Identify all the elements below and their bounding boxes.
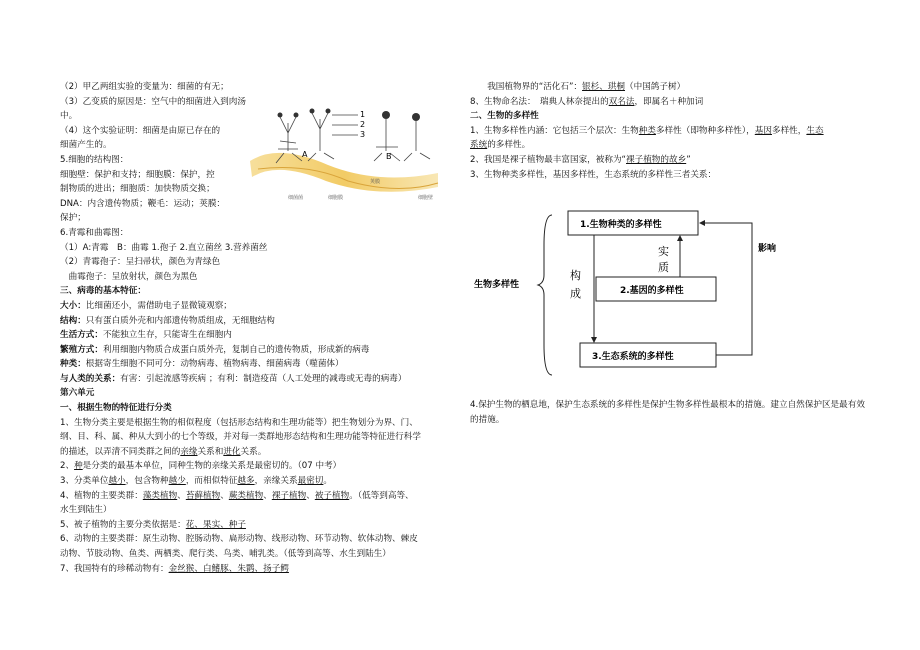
fig-label-b: B	[386, 152, 392, 161]
text-line: （2）青霉孢子：呈扫帚状，颜色为青绿色	[60, 257, 221, 268]
text-line: 动物、节肢动物、鱼类、两栖类、爬行类、鸟类、哺乳类。（低等到高等、水生到陆生）	[60, 549, 391, 559]
text-line: （4）这个实验证明：细菌是由原已存在的	[60, 125, 221, 136]
influence-label: 影响	[758, 244, 777, 254]
text-line: 细胞壁：保护和支持；细胞膜：保护，控	[60, 169, 215, 180]
right-column	[470, 80, 870, 182]
fig-caption: 细胞膜	[328, 195, 344, 201]
diagram-root-label: 生物多样性	[474, 280, 520, 290]
text-line: 3、生物种类多样性，基因多样性，生态系统的多样性三者关系：	[470, 169, 717, 180]
brace	[538, 215, 552, 375]
virus-relation: 与人类的关系：有害：引起流感等疾病 ；有利：制造疫苗（人工处理的减毒或无毒的病毒）	[60, 373, 407, 384]
text-line: （3）乙变质的原因是：空气中的细菌进入到肉汤	[60, 96, 246, 107]
text-line: 7、我国特有的珍稀动物有：金丝猴、白鳍豚、朱鹮、扬子鳄	[60, 563, 289, 574]
biodiversity-diagram	[470, 205, 790, 390]
text-line: 4、植物的主要类群：藻类植物、苔藓植物、蕨类植物、裸子植物、被子植物。（低等到高等、	[60, 490, 414, 501]
text-line: 2、我国是裸子植物最丰富国家，被称为“裸子植物的故乡”	[470, 154, 691, 165]
text-line: （1）A:青霉 B：曲霉 1.孢子 2.直立菌丝 3.营养菌丝	[60, 242, 268, 253]
text-line: 系统的多样性。	[470, 140, 531, 151]
virus-reproduction: 繁殖方式：利用细胞内物质合成蛋白质外壳，复制自己的遗传物质，形成新的病毒	[60, 344, 370, 355]
text-line: 水生到陆生）	[60, 505, 112, 516]
virus-structure: 结构：只有蛋白质外壳和内部遗传物质组成，无细胞结构	[60, 315, 275, 326]
box-label: 3.生态系统的多样性	[592, 352, 674, 362]
text-line: 纲、目、科、属、种从大到小的七个等级，并对每一类群地形态结构和生理功能等特征进行科学	[60, 432, 421, 443]
virus-types: 种类：根据寄生细胞不同可分：动物病毒、植物病毒、细菌病毒（噬菌体）	[60, 359, 344, 370]
virus-size: 大小：比细菌还小，需借助电子显微镜观察；	[60, 300, 232, 311]
text-line: 3、分类单位越小，包含物种越少，而相似特征越多，亲缘关系最密切。	[60, 476, 332, 487]
fig-label-3: 3	[360, 130, 366, 139]
virus-lifestyle: 生活方式：不能独立生存，只能寄生在细胞内	[60, 330, 232, 341]
text-line: 细菌产生的。	[60, 140, 112, 151]
constitute-char: 成	[570, 287, 581, 300]
unit-title: 第六单元	[60, 388, 95, 399]
text-line: 5.细胞的结构图：	[60, 154, 129, 165]
text-line: 的描述，以弄清不同类群之间的亲缘关系和进化关系。	[60, 446, 267, 457]
text-line: 8、生物命名法： 瑞典人林奈提出的双名法，即属名＋种加词	[470, 96, 704, 107]
text-line: （2）甲乙两组实验的变量为：细菌的有无；	[60, 82, 229, 92]
fig-caption: 细菌菌	[288, 195, 304, 201]
text-line: 我国植物界的“活化石”：银杉、珙桐（中国鸽子树）	[470, 82, 686, 92]
fig-label-1: 1	[360, 110, 366, 119]
fig-label-2: 2	[360, 120, 366, 129]
constitute-char: 构	[570, 269, 581, 282]
fig-caption: 荚膜	[370, 179, 381, 185]
text-line: 曲霉孢子：呈放射状，颜色为黑色	[60, 271, 198, 282]
text-line: 6.青霉和曲霉图：	[60, 227, 129, 238]
text-line: 5、被子植物的主要分类依据是：花、果实、种子	[60, 519, 246, 530]
section-heading: 一、根据生物的特征进行分类	[60, 403, 172, 414]
mold-figure	[248, 103, 468, 203]
fig-label-a: A	[302, 150, 308, 159]
text-line: 制物质的进出；细胞质：加快物质交换；	[60, 184, 215, 195]
fig-caption: 细胞壁	[418, 195, 434, 201]
text-line: 2、种是分类的最基本单位，同种生物的亲缘关系是最密切的。（07 中考）	[60, 461, 342, 472]
text-line: 1、生物多样性内涵：它包括三个层次：生物种类多样性（即物种多样性），基因多样性，生态	[470, 125, 824, 136]
section-heading: 三、病毒的基本特征：	[60, 286, 146, 297]
essence-char: 质	[658, 261, 669, 274]
text-line: DNA：内含遗传物质；鞭毛：运动；荚膜：	[60, 198, 226, 209]
text-line: 6、动物的主要类群：原生动物、腔肠动物、扁形动物、线形动物、环节动物、软体动物、棘皮	[60, 534, 418, 545]
box-label: 2.基因的多样性	[620, 286, 684, 296]
text-line: 4.保护生物的栖息地，保护生态系统的多样性是保护生物多样性最根本的措施。建立自然保护区是最有效的措施。	[470, 400, 865, 425]
section-heading: 二、生物的多样性	[470, 111, 539, 122]
essence-char: 实	[658, 245, 669, 258]
text-line: 保护；	[60, 213, 86, 224]
box-label: 1.生物种类的多样性	[580, 220, 662, 230]
text-line: 中。	[60, 111, 78, 122]
text-line: 1、生物分类主要是根据生物的相似程度（包括形态结构和生理功能等）把生物划分为界、门、	[60, 417, 418, 428]
protection-paragraph	[470, 398, 870, 427]
